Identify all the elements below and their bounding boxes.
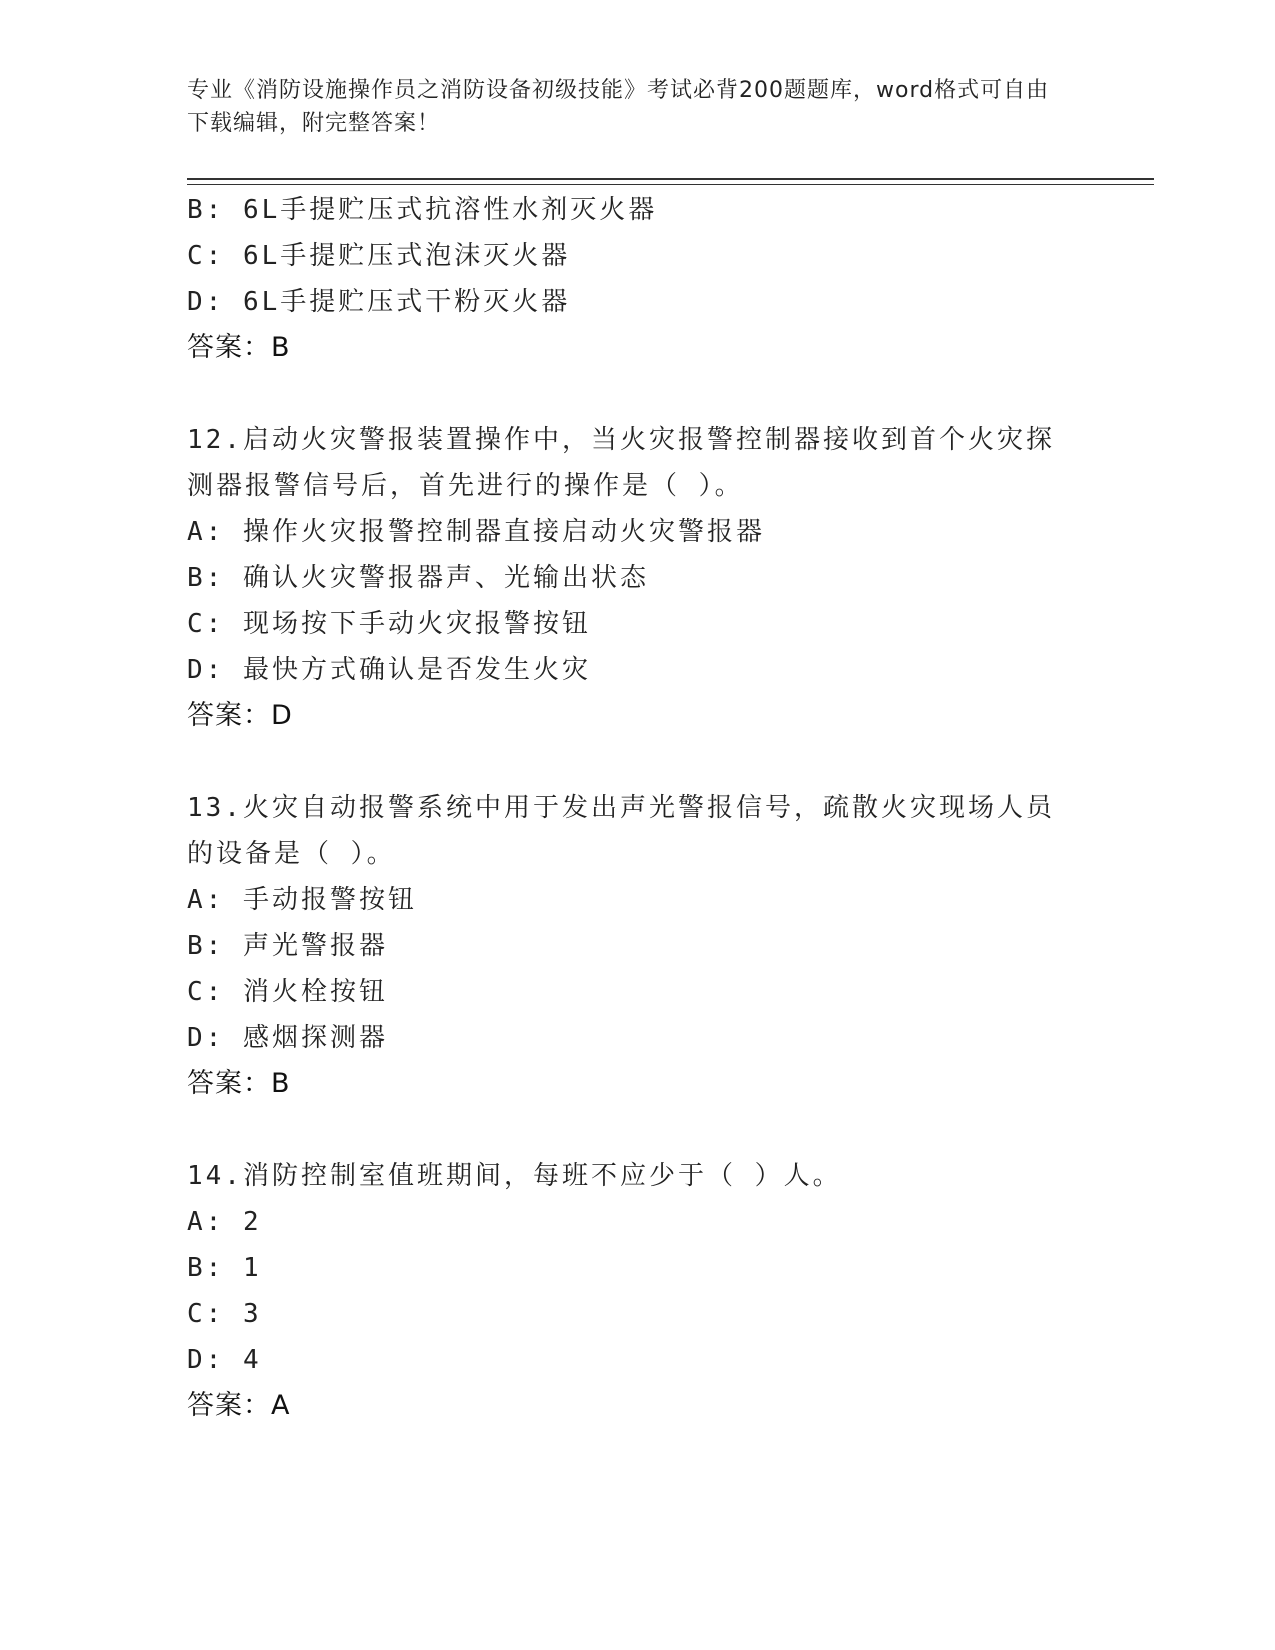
question-11-continuation [187,187,1087,371]
option-d: D: 6L手提贮压式干粉灭火器 [187,287,571,317]
option-a: A: 手动报警按钮 [187,885,417,915]
spacer [187,1107,1087,1153]
spacer [187,371,1087,417]
answer-line: 答案：D [187,700,293,731]
spacer [187,739,1087,785]
option-d: D: 最快方式确认是否发生火灾 [187,655,591,685]
option-b: B: 6L手提贮压式抗溶性水剂灭火器 [187,195,658,225]
answer-line: 答案：A [187,1390,291,1421]
question-list [187,187,1087,1429]
option-d: D: 感烟探测器 [187,1023,388,1053]
question-13 [187,785,1087,1107]
option-a: A: 2 [187,1207,262,1237]
option-b: B: 1 [187,1253,262,1283]
question-14 [187,1153,1087,1429]
option-d: D: 4 [187,1345,262,1375]
option-c: C: 6L手提贮压式泡沫灭火器 [187,241,571,271]
option-a: A: 操作火灾报警控制器直接启动火灾警报器 [187,517,765,547]
document-header: 专业《消防设施操作员之消防设备初级技能》考试必背200题题库，word格式可自由下载编辑，附完整答案！ [187,78,1050,136]
question-12 [187,417,1087,739]
option-b: B: 确认火灾警报器声、光输出状态 [187,563,649,593]
answer-line: 答案：B [187,332,291,363]
question-stem: 13.火灾自动报警系统中用于发出声光警报信号，疏散火灾现场人员的设备是（ ）。 [187,793,1055,869]
question-stem: 12.启动火灾警报装置操作中，当火灾报警控制器接收到首个火灾探测器报警信号后，首先进行的操作是（ ）。 [187,425,1055,501]
header-divider-thin [187,184,1154,185]
option-c: C: 消火栓按钮 [187,977,388,1007]
option-c: C: 现场按下手动火灾报警按钮 [187,609,591,639]
answer-line: 答案：B [187,1068,291,1099]
question-stem: 14.消防控制室值班期间，每班不应少于（ ）人。 [187,1161,842,1191]
option-c: C: 3 [187,1299,262,1329]
header-divider-thick [187,178,1154,180]
option-b: B: 声光警报器 [187,931,388,961]
